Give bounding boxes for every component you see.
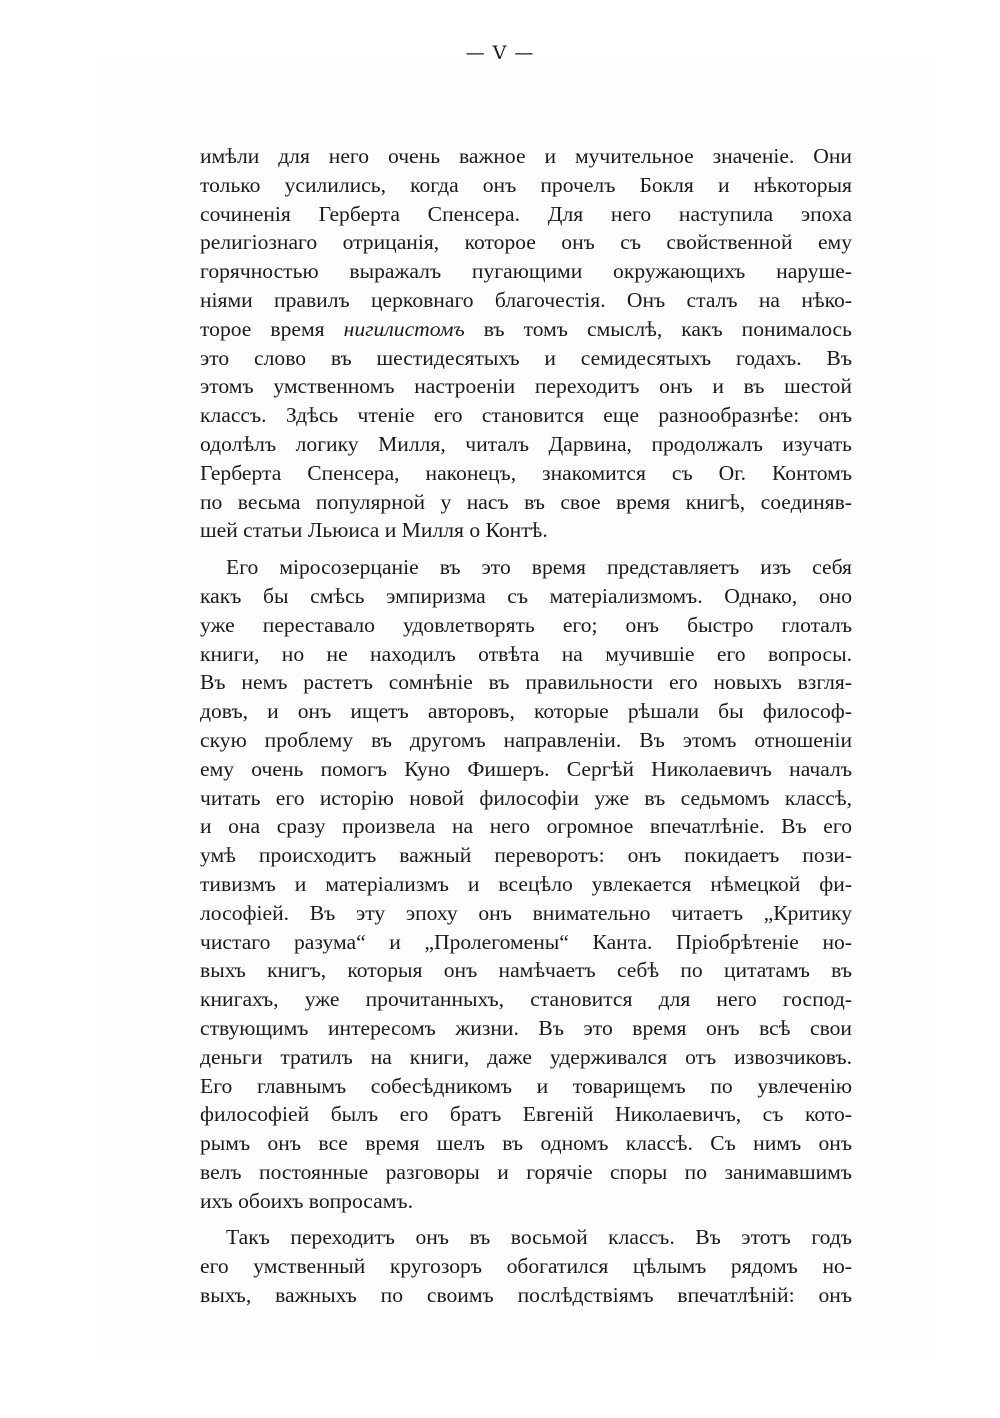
text-line: велъ постоянные разговоры и горячiе споры по занимавшимъ xyxy=(200,1159,852,1184)
text-line: только усилились, когда онъ прочелъ Бокля и нѣкоторыя xyxy=(200,172,852,197)
text-line: это слово въ шестидесятыхъ и семидесятыхъ годахъ. Въ xyxy=(200,345,852,370)
text-line: Такъ переходитъ онъ въ восьмой классъ. Въ этотъ годъ xyxy=(226,1225,852,1250)
text-line: книги, но не находилъ отвѣта на мучившiе его вопросы. xyxy=(200,641,852,666)
text-line: книгахъ, уже прочитанныхъ, становится для него господ- xyxy=(200,987,852,1012)
text-line: ихъ обоихъ вопросамъ. xyxy=(200,1188,413,1213)
text-line: Его мiросозерцанiе въ это время представляетъ изъ себя xyxy=(226,555,852,580)
text-line: тивизмъ и матерiализмъ и всецѣло увлекается нѣмецкой фи- xyxy=(200,871,852,896)
text-line: лософiей. Въ эту эпоху онъ внимательно читаетъ „Критику xyxy=(200,900,852,925)
text-line: Герберта Спенсера, наконецъ, знакомится съ Ог. Контомъ xyxy=(200,460,852,485)
text-line: выхъ книгъ, которыя онъ намѣчаетъ себѣ по цитатамъ въ xyxy=(200,958,852,983)
body-text xyxy=(200,142,852,1310)
text-line: уже переставало удовлетворять его; онъ быстро глоталъ xyxy=(200,612,852,637)
paragraph xyxy=(200,142,852,545)
text-line: и она сразу произвела на него огромное впечатлѣнiе. Въ его xyxy=(200,814,853,839)
text-line: какъ бы смѣсь эмпиризма съ матерiализмомъ. Однако, оно xyxy=(200,583,852,608)
text-line: умѣ происходитъ важный переворотъ: онъ покидаетъ пози- xyxy=(200,843,852,868)
text-line: имѣли для него очень важное и мучительное значенiе. Они xyxy=(200,144,852,168)
text-fragment: торое время xyxy=(200,316,344,341)
page-number: — V — xyxy=(465,42,535,64)
italic-term: нигилистомъ xyxy=(343,316,465,341)
text-line: ствующимъ интересомъ жизни. Въ это время онъ всѣ свои xyxy=(200,1015,852,1040)
text-line: одолѣлъ логику Милля, читалъ Дарвина, продолжалъ изучать xyxy=(200,431,852,456)
text-line: философiей былъ его братъ Евгенiй Николаевичъ, съ кото- xyxy=(200,1102,852,1127)
text-line: горячностью выражалъ пугающими окружающихъ наруше- xyxy=(200,259,852,284)
text-fragment: въ томъ смыслѣ, какъ понималось xyxy=(464,316,852,341)
text-line: нiями правилъ церковнаго благочестiя. Онъ сталъ на нѣко- xyxy=(200,287,852,312)
text-line: ему очень помогъ Куно Фишеръ. Сергѣй Николаевичъ началъ xyxy=(200,756,852,781)
text-line: классъ. Здѣсь чтенiе его становится еще разнообразнѣе: онъ xyxy=(200,403,852,428)
text-line: деньги тратилъ на книги, даже удерживался отъ извозчиковъ. xyxy=(200,1044,852,1069)
text-line: Въ немъ растетъ сомнѣнiе въ правильности его новыхъ взгля- xyxy=(200,670,852,695)
text-line: скую проблему въ другомъ направленiи. Въ этомъ отношенiи xyxy=(200,727,852,752)
text-line: чистаго разума“ и „Пролегомены“ Канта. Прiобрѣтенiе но- xyxy=(200,929,852,954)
text-line: читать его исторiю новой философiи уже въ седьмомъ классѣ, xyxy=(200,785,852,810)
paragraph xyxy=(200,553,852,1215)
text-line: выхъ, важныхъ по своимъ послѣдствiямъ впечатлѣнiй: онъ xyxy=(200,1283,852,1308)
text-line: этомъ умственномъ настроенiи переходитъ онъ и въ шестой xyxy=(200,374,852,399)
text-line: Его главнымъ собесѣдникомъ и товарищемъ по увлеченiю xyxy=(200,1073,852,1098)
text-line: довъ, и онъ ищетъ авторовъ, которые рѣшали бы философ- xyxy=(200,699,852,724)
text-line xyxy=(200,315,852,344)
text-line: по весьма популярной у насъ въ свое время книгѣ, соединяв- xyxy=(200,489,852,514)
text-line: религiознаго отрицанiя, которое онъ съ свойственной ему xyxy=(200,230,852,255)
text-line: шей статьи Льюиса и Милля о Контѣ. xyxy=(200,518,548,543)
text-line: рымъ онъ все время шелъ въ одномъ классѣ. Съ нимъ онъ xyxy=(200,1131,852,1156)
paragraph xyxy=(200,1223,852,1309)
text-line: сочиненiя Герберта Спенсера. Для него наступила эпоха xyxy=(200,201,852,226)
text-line: его умственный кругозоръ обогатился цѣлымъ рядомъ но- xyxy=(200,1254,852,1279)
